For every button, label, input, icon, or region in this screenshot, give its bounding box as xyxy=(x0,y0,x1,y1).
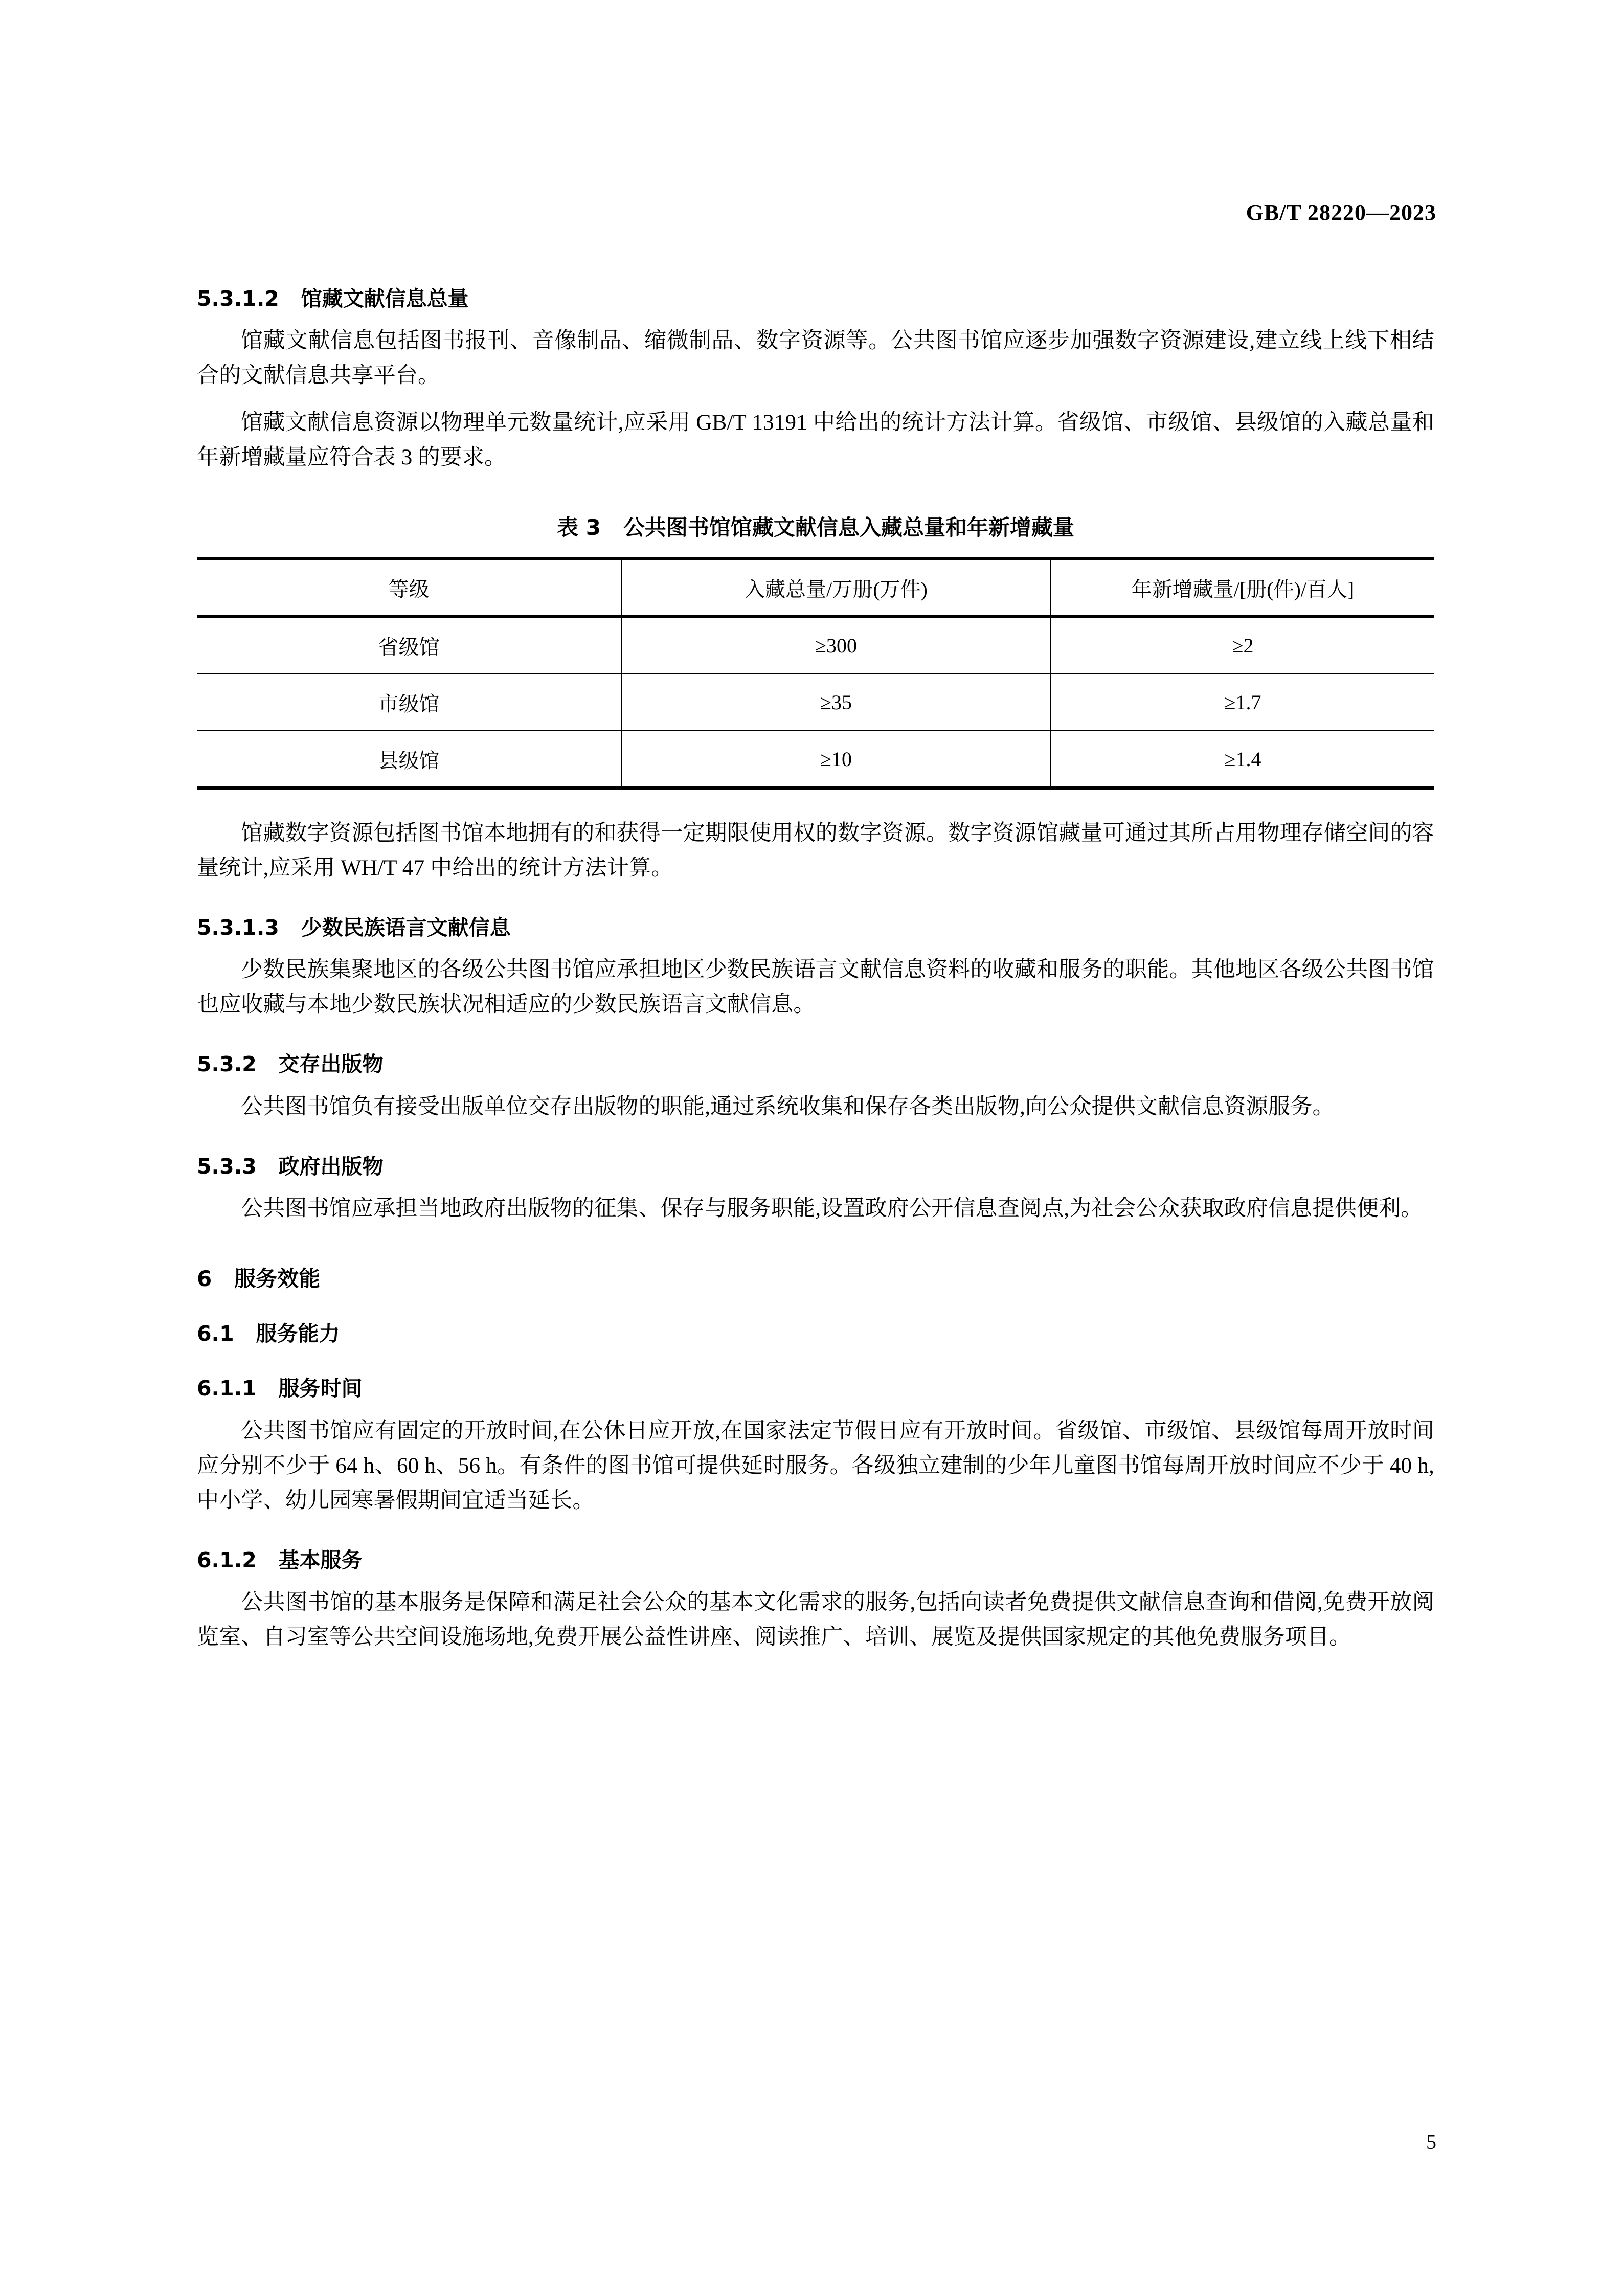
table-3 xyxy=(197,557,1434,790)
page-number: 5 xyxy=(1426,2130,1436,2153)
paragraph-5-3-1-2-2: 馆藏文献信息资源以物理单元数量统计,应采用 GB/T 13191 中给出的统计方法计算。省级馆、市级馆、县级馆的入藏总量和年新增藏量应符合表 3 的要求。 xyxy=(197,411,1434,470)
heading-5-3-1-3: 5.3.1.3 少数民族语言文献信息 xyxy=(197,915,511,940)
heading-6-1-1: 6.1.1 服务时间 xyxy=(197,1376,363,1401)
table-column-header-total: 入藏总量/万册(万件) xyxy=(621,558,1051,617)
paragraph-6-1-2-1: 公共图书馆的基本服务是保障和满足社会公众的基本文化需求的服务,包括向读者免费提供文献信息查询和借阅,免费开放阅览室、自习室等公共空间设施场地,免费开展公益性讲座、阅读推广、培训、展览及提供国家规定的其他免费服务项目。 xyxy=(197,1590,1434,1649)
table-cell-total: ≥10 xyxy=(621,731,1051,789)
table-column-header-annual: 年新增藏量/[册(件)/百人] xyxy=(1051,558,1434,617)
running-header-standard-number: GB/T 28220—2023 xyxy=(1246,200,1436,225)
paragraph-5-3-3-1: 公共图书馆应承担当地政府出版物的征集、保存与服务职能,设置政府公开信息查阅点,为社会公众获取政府信息提供便利。 xyxy=(241,1196,1423,1221)
page-content xyxy=(197,286,1434,1655)
table-header-row xyxy=(197,558,1434,617)
table-cell-total: ≥35 xyxy=(621,674,1051,731)
heading-5-3-2: 5.3.2 交存出版物 xyxy=(197,1052,384,1077)
heading-6-1-2: 6.1.2 基本服务 xyxy=(197,1547,363,1572)
heading-6-1: 6.1 服务能力 xyxy=(197,1321,340,1346)
table-column-header-level: 等级 xyxy=(197,558,621,617)
table-cell-annual: ≥2 xyxy=(1051,617,1434,674)
paragraph-5-3-1-2-3: 馆藏数字资源包括图书馆本地拥有的和获得一定期限使用权的数字资源。数字资源馆藏量可通过其所占用物理存储空间的容量统计,应采用 WH/T 47 中给出的统计方法计算。 xyxy=(197,821,1434,881)
table-cell-level: 市级馆 xyxy=(197,674,621,731)
table-row xyxy=(197,617,1434,674)
table-3-caption: 表 3 公共图书馆馆藏文献信息入藏总量和年新增藏量 xyxy=(557,515,1074,541)
heading-6: 6 服务效能 xyxy=(197,1266,321,1291)
table-cell-total: ≥300 xyxy=(621,617,1051,674)
paragraph-5-3-1-2-1: 馆藏文献信息包括图书报刊、音像制品、缩微制品、数字资源等。公共图书馆应逐步加强数字资源建设,建立线上线下相结合的文献信息共享平台。 xyxy=(197,329,1434,388)
paragraph-5-3-2-1: 公共图书馆负有接受出版单位交存出版物的职能,通过系统收集和保存各类出版物,向公众提供文献信息资源服务。 xyxy=(241,1094,1335,1119)
table-cell-level: 县级馆 xyxy=(197,731,621,789)
table-row xyxy=(197,731,1434,789)
paragraph-5-3-1-3-1: 少数民族集聚地区的各级公共图书馆应承担地区少数民族语言文献信息资料的收藏和服务的职能。其他地区各级公共图书馆也应收藏与本地少数民族状况相适应的少数民族语言文献信息。 xyxy=(197,958,1434,1017)
heading-5-3-1-2: 5.3.1.2 馆藏文献信息总量 xyxy=(197,286,469,311)
table-row xyxy=(197,674,1434,731)
table-cell-annual: ≥1.4 xyxy=(1051,731,1434,789)
table-cell-level: 省级馆 xyxy=(197,617,621,674)
paragraph-6-1-1-1: 公共图书馆应有固定的开放时间,在公休日应开放,在国家法定节假日应有开放时间。省级馆、市级馆、县级馆每周开放时间应分别不少于 64 h、60 h、56 h。有条件的图书馆可提供延时服务。各级独立建制的少年儿童图书馆每周开放时间应不少于 40 h,中小学、幼儿园寒暑假期间宜适当延长。 xyxy=(197,1419,1434,1513)
heading-5-3-3: 5.3.3 政府出版物 xyxy=(197,1154,384,1179)
table-cell-annual: ≥1.7 xyxy=(1051,674,1434,731)
